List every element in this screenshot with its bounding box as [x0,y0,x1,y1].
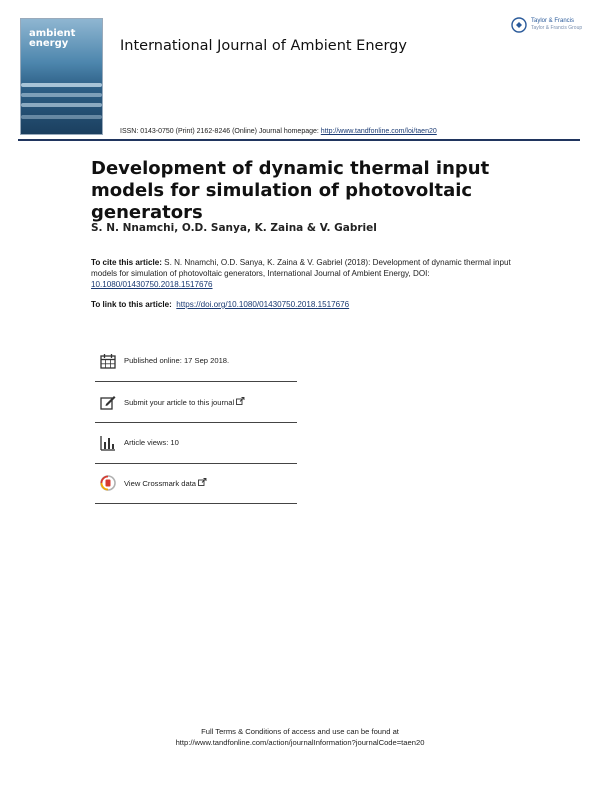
footer-terms-text: Full Terms & Conditions of access and use can be found at [201,727,399,736]
citation-text: S. N. Nnamchi, O.D. Sanya, K. Zaina & V. Gabriel (2018): Development of dynamic thermal input models for simulation of photovoltaic generators, International Journal of Ambient Energy, DOI: [91,258,511,278]
authors: S. N. Nnamchi, O.D. Sanya, K. Zaina & V. Gabriel [91,222,377,234]
journal-cover-image [20,18,103,135]
cover-decoration [21,83,102,87]
published-online-row [95,341,297,382]
issn-line [120,128,437,135]
footer [0,726,600,748]
article-views-row [95,423,297,464]
cover-title [29,29,75,49]
submit-article-link[interactable] [124,397,245,407]
doi-link[interactable]: 10.1080/01430750.2018.1517676 [91,280,213,289]
footer-terms-url[interactable]: http://www.tandfonline.com/action/journalInformation?journalCode=taen20 [175,738,425,747]
external-link-icon [198,478,207,486]
edit-icon [100,394,116,410]
submit-article-row[interactable] [95,382,297,423]
published-online-text: Published online: 17 Sep 2018. [124,356,230,365]
header-divider [18,139,580,141]
article-link[interactable]: https://doi.org/10.1080/01430750.2018.1517676 [176,300,350,309]
journal-homepage-link[interactable]: http://www.tandfonline.com/loi/taen20 [320,128,437,135]
submit-article-text: Submit your article to this journal [124,398,235,407]
cover-title-line1: ambient [29,28,76,39]
citation [91,257,511,290]
bar-chart-icon [100,435,116,451]
publisher-line2: Taylor & Francis Group [531,25,583,31]
publisher-name [531,18,582,32]
article-title: Development of dynamic thermal input models for simulation of photovoltaic generators [91,158,490,223]
crossmark-icon [100,475,116,491]
cover-title-line2: energy [29,38,69,49]
citation-label: To cite this article: [91,258,162,267]
crossmark-link[interactable] [124,478,207,488]
crossmark-text: View Crossmark data [124,479,197,488]
crossmark-row[interactable] [95,463,297,504]
article-views-text: Article views: 10 [124,438,179,447]
article-link-line [91,300,349,309]
article-link-label: To link to this article: [91,300,172,309]
journal-name: International Journal of Ambient Energy [120,38,407,54]
cover-decoration [21,115,102,119]
calendar-icon [100,353,116,369]
issn-text: ISSN: 0143-0750 (Print) 2162-8246 (Online) Journal homepage: [120,128,321,135]
publisher-line1: Taylor & Francis [531,18,575,24]
cover-decoration [21,93,102,97]
external-link-icon [236,397,245,405]
cover-decoration [21,103,102,107]
